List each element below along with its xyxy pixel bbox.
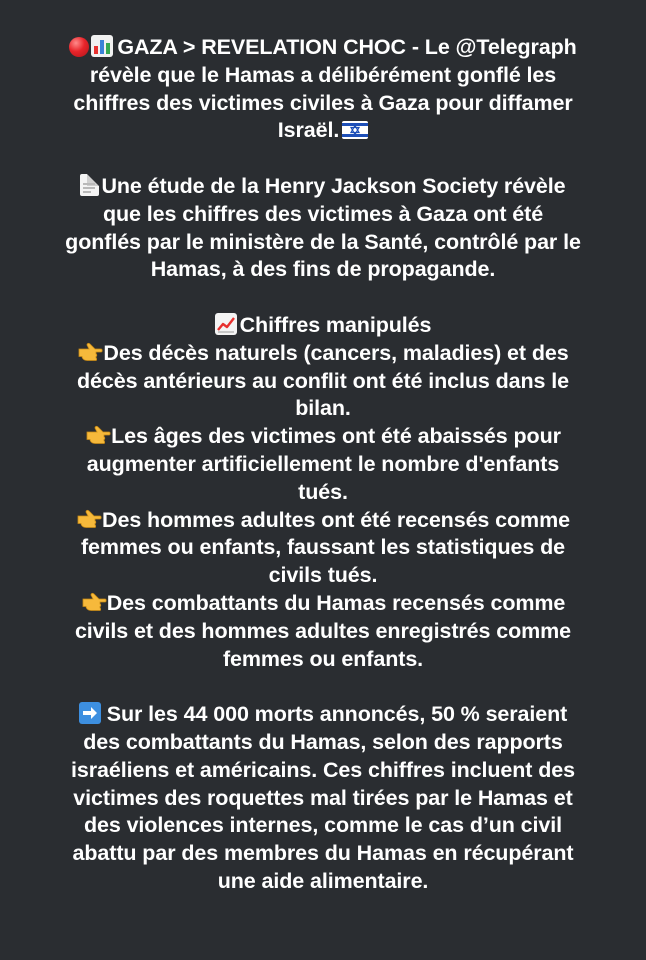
- headline-line: GAZA > REVELATION CHOC - Le @Telegraph: [20, 34, 626, 62]
- study-line: que les chiffres des victimes à Gaza ont été: [102, 201, 544, 226]
- israel-flag-icon: [342, 121, 368, 139]
- conclusion-line: une aide alimentaire.: [217, 868, 429, 893]
- section-heading: Chiffres manipulés: [20, 312, 626, 340]
- manipulated-section: [20, 312, 626, 673]
- bullet-item: [20, 507, 626, 590]
- bullet-line: Les âges des victimes ont été abaissés pour: [20, 423, 626, 451]
- bullet-line: décès antérieurs au conflit ont été inclus dans le: [76, 368, 570, 393]
- bullet-line: civils et des hommes adultes enregistrés comme: [74, 618, 572, 643]
- bullet-line: femmes ou enfants.: [222, 646, 424, 671]
- study-paragraph: [20, 173, 626, 284]
- study-line: Hamas, à des fins de propagande.: [150, 257, 496, 282]
- study-line: Une étude de la Henry Jackson Society révèle: [20, 173, 626, 201]
- conclusion-line: Sur les 44 000 morts annoncés, 50 % seraient: [20, 701, 626, 729]
- conclusion-line: abattu par des membres du Hamas en récupérant: [72, 841, 574, 866]
- chart-increasing-icon: [215, 313, 237, 335]
- bullet-line: tués.: [298, 479, 348, 504]
- bullet-line: bilan.: [295, 396, 351, 421]
- headline-paragraph: [20, 34, 626, 145]
- study-line: gonflés par le ministère de la Santé, contrôlé par le: [65, 229, 581, 254]
- bullet-item: [20, 423, 626, 506]
- pointing-right-hand-icon: [76, 507, 102, 529]
- right-arrow-icon: [79, 702, 101, 724]
- conclusion-line: des violences internes, comme le cas d’un civil: [83, 813, 563, 838]
- pointing-right-hand-icon: [81, 590, 107, 612]
- headline-line: révèle que le Hamas a délibérément gonflé les: [89, 62, 557, 87]
- bar-chart-icon: [91, 35, 113, 57]
- conclusion-line: des combattants du Hamas, selon des rapports: [83, 729, 563, 754]
- bullet-line: civils tués.: [268, 563, 378, 588]
- document-icon: [80, 174, 99, 196]
- bullet-line: femmes ou enfants, faussant les statistiques de: [81, 535, 565, 560]
- bullet-item: [20, 590, 626, 673]
- pointing-right-hand-icon: [85, 423, 111, 445]
- conclusion-line: israéliens et américains. Ces chiffres incluent des: [71, 757, 575, 782]
- bullet-item: [20, 340, 626, 423]
- bullet-line: Des combattants du Hamas recensés comme: [20, 590, 626, 618]
- bullet-line: Des hommes adultes ont été recensés comme: [20, 507, 626, 535]
- headline-line: chiffres des victimes civiles à Gaza pour diffamer: [73, 90, 573, 115]
- red-circle-icon: [69, 37, 89, 57]
- bullet-line: Des décès naturels (cancers, maladies) et des: [20, 340, 626, 368]
- bullet-line: augmenter artificiellement le nombre d'enfants: [86, 451, 560, 476]
- pointing-right-hand-icon: [77, 340, 103, 362]
- conclusion-line: victimes des roquettes mal tirées par le Hamas et: [73, 785, 573, 810]
- conclusion-paragraph: [20, 701, 626, 896]
- headline-line: Israël.: [20, 117, 626, 145]
- post-text: [20, 34, 626, 896]
